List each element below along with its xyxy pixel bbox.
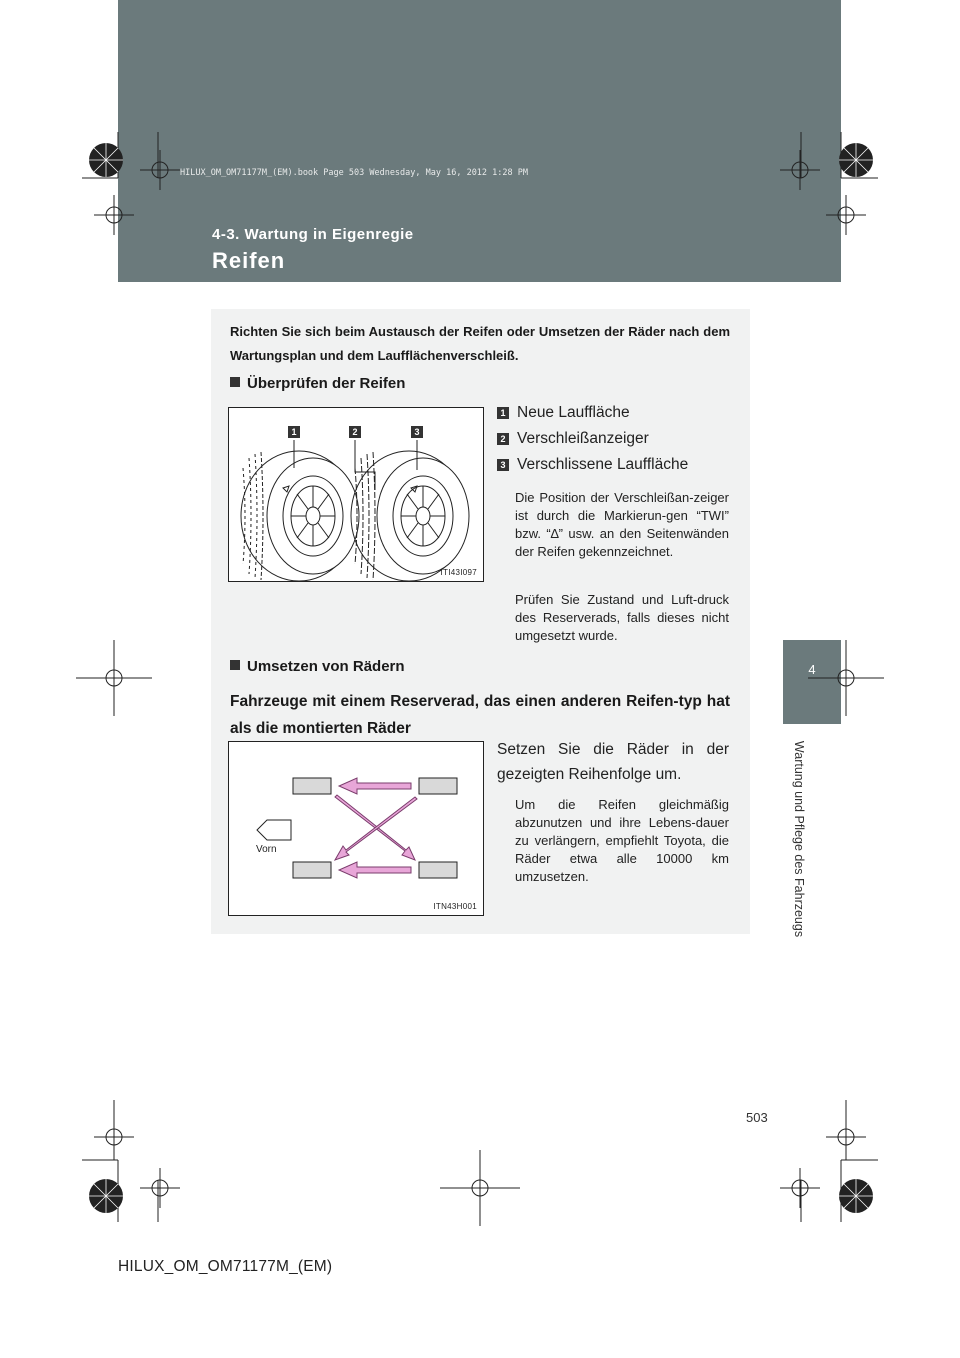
rotation-diagram — [229, 742, 483, 915]
page-title: Reifen — [212, 248, 286, 273]
legend-number: 2 — [497, 433, 509, 445]
intro-paragraph: Richten Sie sich beim Austausch der Reifen oder Umsetzen der Räder nach dem Wartungsplan und dem Laufflächenverschleiß. — [230, 324, 730, 363]
chapter-title: Wartung und Pflege des Fahrzeugs — [792, 740, 806, 938]
figure-id: ITI43I097 — [440, 568, 477, 577]
legend-label: Neue Lauffläche — [517, 404, 630, 421]
spare-tire-condition: Fahrzeuge mit einem Reserverad, das einen anderen Reifen-typ hat als die montierten Räder — [230, 693, 730, 737]
page-number: 503 — [746, 1110, 768, 1125]
file-stamp: HILUX_OM_OM71177M_(EM).book Page 503 Wednesday, May 16, 2012 1:28 PM — [180, 168, 528, 178]
legend-item-2 — [497, 430, 649, 448]
callout-badge-3: 3 — [411, 426, 423, 438]
callout-badge-1: 1 — [288, 426, 300, 438]
note-rotation-interval: Um die Reifen gleichmäßig abzunutzen und ihre Lebens-dauer zu verlängern, empfiehlt Toyota, die Räder etwa alle 10000 km umzusetzen. — [515, 797, 729, 884]
legend-item-1 — [497, 404, 630, 422]
section-label: 4-3. Wartung in Eigenregie — [212, 226, 414, 243]
chapter-number: 4 — [808, 662, 816, 677]
tire-figure — [228, 407, 484, 582]
section-heading-rotation — [230, 658, 405, 675]
bullet-square-icon — [230, 660, 240, 670]
rotation-figure — [228, 741, 484, 916]
legend-label: Verschleißanzeiger — [517, 430, 649, 447]
section-heading-text: Umsetzen von Rädern — [247, 658, 405, 675]
legend-label: Verschlissene Lauffläche — [517, 456, 689, 473]
note-spare-tire: Prüfen Sie Zustand und Luft-druck des Reserverads, falls dieses nicht umgesetzt wurde. — [515, 592, 729, 643]
document-code: HILUX_OM_OM71177M_(EM) — [118, 1258, 333, 1275]
legend-number: 1 — [497, 407, 509, 419]
bullet-square-icon — [230, 377, 240, 387]
front-label: Vorn — [256, 844, 277, 855]
section-heading-tire-check — [230, 375, 405, 392]
section-heading-text: Überprüfen der Reifen — [247, 375, 406, 392]
rotation-instruction: Setzen Sie die Räder in der gezeigten Reihenfolge um. — [497, 741, 729, 783]
callout-badge-2: 2 — [349, 426, 361, 438]
legend-item-3 — [497, 456, 688, 474]
figure-id: ITN43H001 — [433, 902, 477, 911]
legend-number: 3 — [497, 459, 509, 471]
note-wear-indicator: Die Position der Verschleißan-zeiger ist durch die Markierun-gen “TWI” bzw. “∆” usw. an den Seitenwänden der Reifen gekennzeichnet. — [515, 490, 729, 559]
